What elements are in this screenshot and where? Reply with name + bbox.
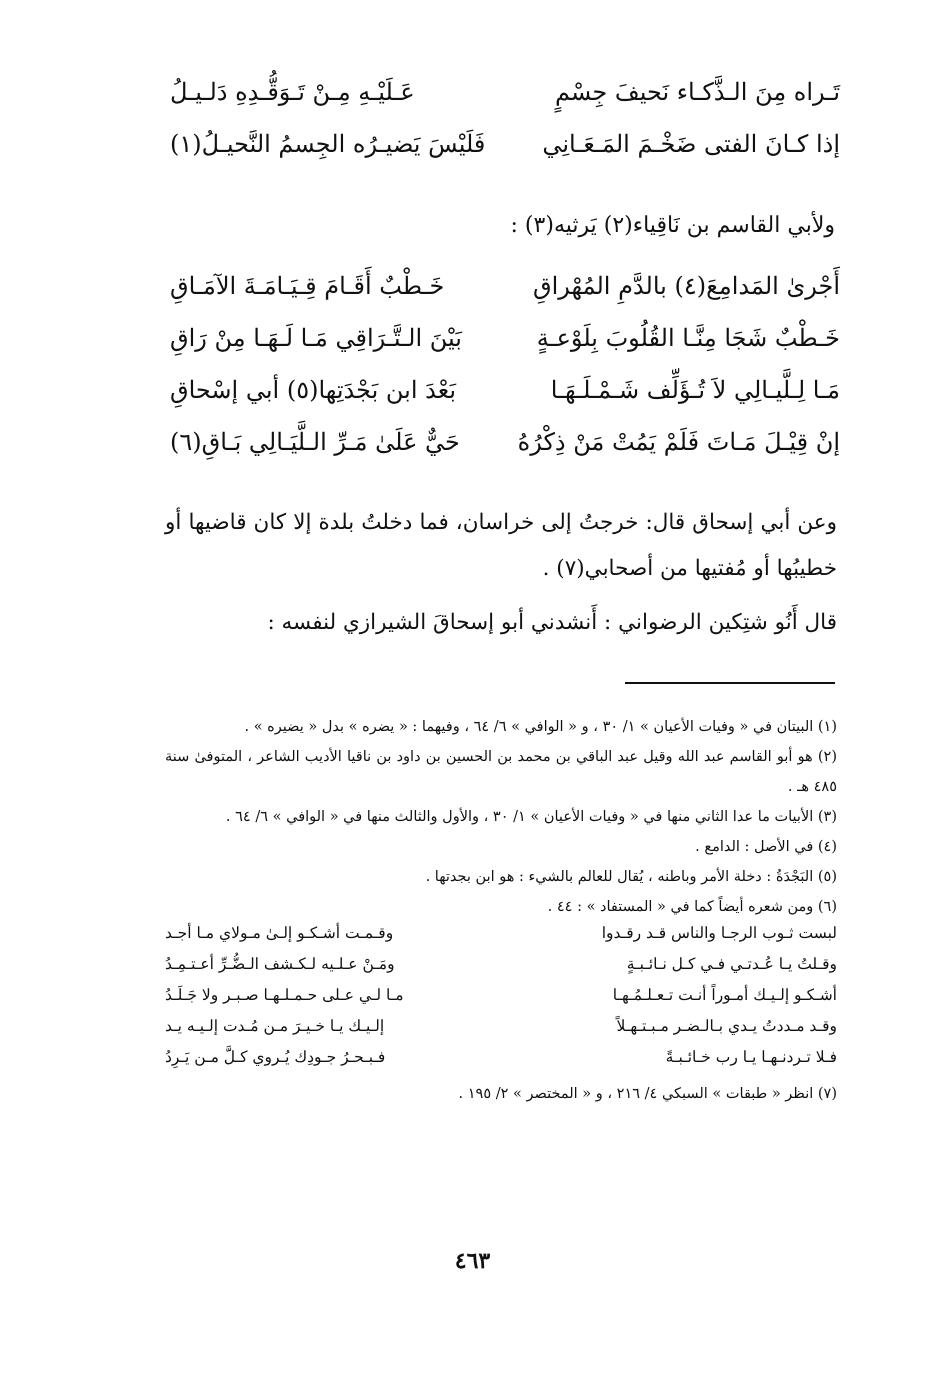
footnote-verse-line — [165, 924, 837, 955]
verse-second-hemistich: إلـيـك يـا خـيـرَ مـن مُـدت إلـيـه يـد — [165, 1017, 385, 1035]
poem-block-2 — [170, 272, 840, 480]
footnote-verse-line — [165, 1017, 837, 1048]
verse-second-hemistich: فَلَيْسَ يَضيـرُه الجِسمُ النَّحيـلُ(١) — [170, 130, 486, 158]
recitation-intro: قال أَنُو شتِكين الرضواني : أَنشدني أبو إسحاقَ الشيرازي لنفسه : — [267, 610, 837, 635]
verse-second-hemistich: فـبـحـرُ جـودِك يُـروي كـلَّ مـن يَـرِدُ — [165, 1048, 386, 1066]
footnote: (٧) انظر « طبقات » السبكي ٤/ ٢١٦ ، و « المختصر » ٢/ ١٩٥ . — [458, 1086, 837, 1102]
verse-first-hemistich: أشـكـو إلـيـك أمـوراً أنـت تـعـلـمُـهـا — [612, 986, 837, 1004]
footnote: (٢) هو أبو القاسم عبد الله وقيل عبد الباقي بن محمد بن الحسين بن داود بن ناقيا الأديب الشاعر ، المتوفىٰ سنة ٤٨٥ هـ . — [165, 749, 837, 795]
verse-first-hemistich: أَجْرىٰ المَدامِعَ(٤) بالدَّمِ المُهْراقِ — [532, 272, 840, 300]
verse-line — [170, 324, 840, 376]
verse-first-hemistich: مَـا لِـلَّيـالِي لاَ تُـؤَلِّف شَـمْـلَـهَـا — [550, 376, 840, 404]
verse-first-hemistich: إنْ قِيْـلَ مَـاتَ فَلَمْ يَمُتْ مَنْ ذِكْرُهُ — [517, 428, 840, 456]
footnote-verse-line — [165, 1048, 837, 1079]
verse-first-hemistich: فـلا تـردنـهـا يـا رب خـائـبـةً — [665, 1048, 837, 1066]
footnote-verse-line — [165, 955, 837, 986]
footnote: (٣) الأبيات ما عدا الثاني منها في « وفيات الأعيان » ١/ ٣٠ ، والأول والثالث منها في « الوافي » ٦/ ٦٤ . — [225, 809, 837, 825]
page-number: ٤٦٣ — [454, 1248, 491, 1274]
verse-first-hemistich: وقـد مـددتُ يـدي بـالـضـر مـبـتـهـلاً — [616, 1017, 837, 1035]
verse-second-hemistich: حَيٌّ عَلَىٰ مَـرِّ الـلَّيَـالِي بَـاقِ(٦) — [170, 428, 460, 456]
verse-first-hemistich: لبست ثـوب الرجـا والناس قـد رقـدوا — [601, 924, 837, 942]
verse-second-hemistich: وقـمـت أشـكـو إلـىٰ مـولاي مـا أجـد — [165, 924, 394, 942]
verse-first-hemistich: إذا كـانَ الفتى ضَخْـمَ المَـعَـانِي — [542, 130, 840, 158]
verse-second-hemistich: مـا لـي عـلى حـمـلـهـا صـبـر ولا جَـلَـدُ — [165, 986, 404, 1004]
footnote: (٦) ومن شعره أيضاً كما في « المستفاد » : ٤٤ . — [547, 899, 837, 915]
footnote: (٥) البَجْدَةُ : دخلة الأمر وباطنه ، يُقال للعالم بالشيء : هو ابن بجدتها . — [425, 869, 837, 885]
prose-paragraph: وعن أبي إسحاق قال: خرجتُ إلى خراسان، فما دخلتُ بلدة إلا كان قاضيها أو خطيبُها أو مُفتيها من أصحابي(٧) . — [165, 510, 837, 581]
footnote: (٤) في الأصل : الدامع . — [695, 839, 837, 855]
verse-first-hemistich: خَـطْبٌ شَجَا مِنَّـا القُلُوبَ بِلَوْعـةٍ — [536, 324, 840, 352]
verse-second-hemistich: بَيْنَ الـتَّـرَاقِي مَـا لَـهَـا مِنْ رَاقِ — [170, 324, 462, 352]
elegy-intro: ولأبي القاسم بن نَاقِياء(٢) يَرثيه(٣) : — [510, 213, 835, 238]
footnote-verse-line — [165, 986, 837, 1017]
verse-second-hemistich: ومَـنْ عـلـيه لـكـشف الـضُّـرِّ أعـتـمِـدُ — [165, 955, 395, 973]
verse-line — [170, 130, 840, 182]
verse-line — [170, 78, 840, 130]
verse-line — [170, 272, 840, 324]
verse-second-hemistich: خَـطْبٌ أَقَـامَ قِـيَـامَـةَ الآمَـاقِ — [170, 272, 445, 300]
footnote: (١) البيتان في « وفيات الأعيان » ١/ ٣٠ ، و « الوافي » ٦/ ٦٤ ، وفيهما : « يضره » بدل « يضيره » . — [244, 719, 837, 735]
verse-line — [170, 428, 840, 480]
footnotes — [165, 712, 837, 1109]
verse-second-hemistich: بَعْدَ ابن بَجْدَتِها(٥) أبي إسْحاقِ — [170, 376, 456, 404]
verse-first-hemistich: تَـراه مِنَ الـذَّكـاء نَحيفَ جِسْمٍ — [555, 78, 840, 106]
verse-first-hemistich: وقـلتُ يـا عُـدتـي فـي كـل نـائـبـةٍ — [626, 955, 837, 973]
poem-block-1 — [170, 78, 840, 182]
verse-second-hemistich: عَـلَيْـهِ مِـنْ تَـوَقُّـدِهِ دَلـيـلُ — [170, 78, 415, 106]
footnote-separator — [625, 682, 835, 684]
verse-line — [170, 376, 840, 428]
